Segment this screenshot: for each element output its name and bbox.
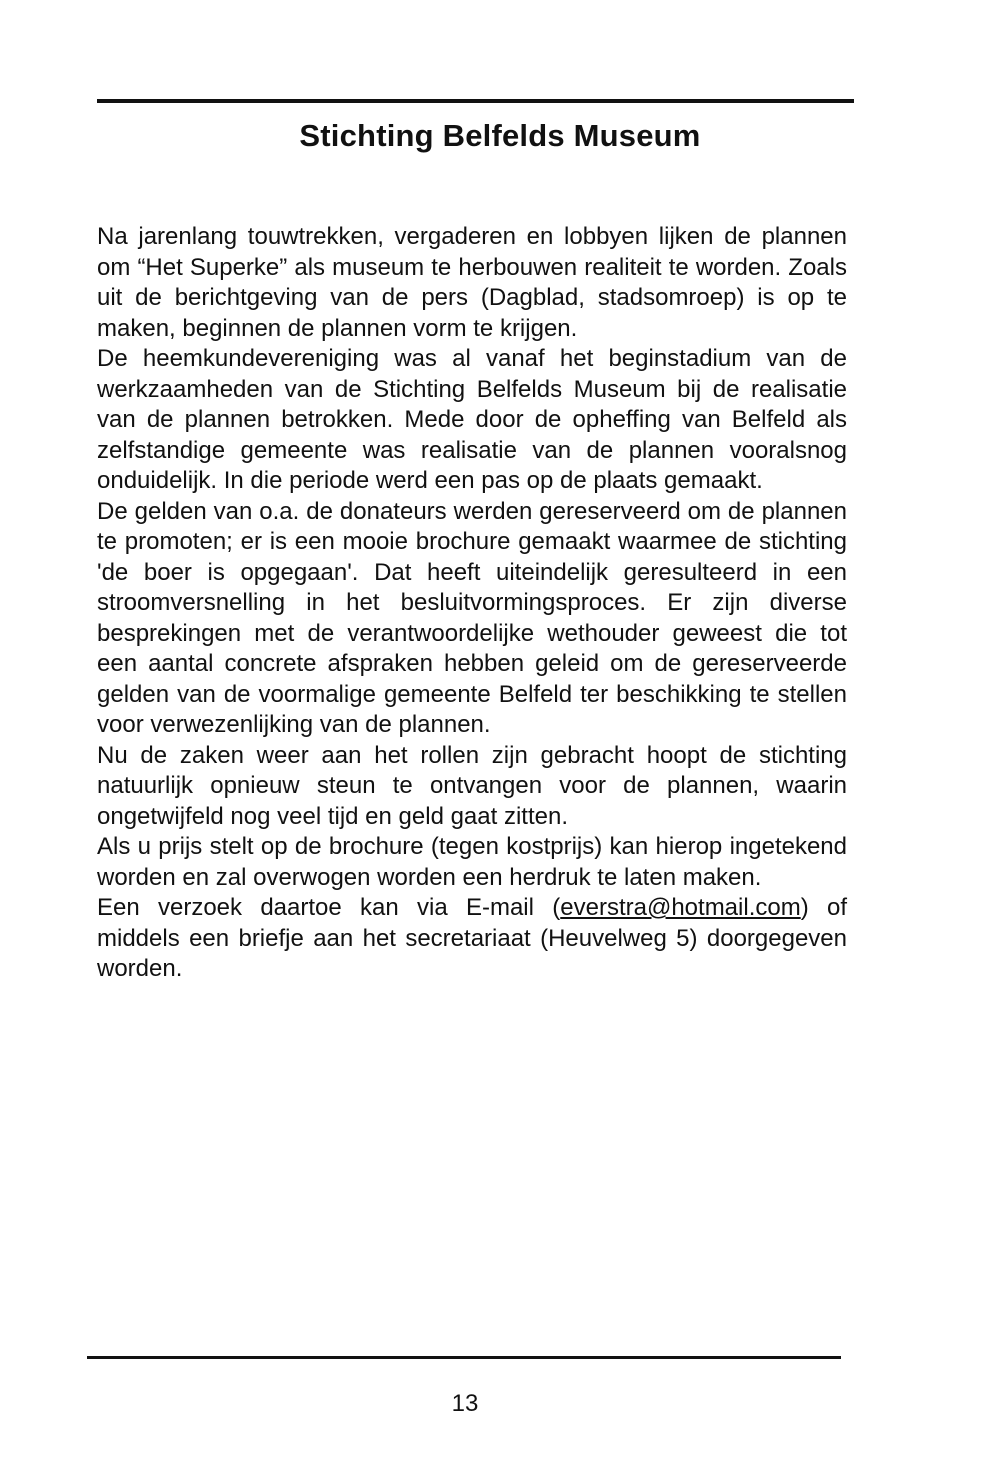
- page-title: Stichting Belfelds Museum: [299, 118, 701, 153]
- paragraph-5: Als u prijs stelt op de brochure (tegen kostprijs) kan hierop ingetekend worden en zal overwogen worden een herdruk te laten maken.: [97, 833, 847, 891]
- paragraph-6: [97, 893, 847, 985]
- paragraph-2: De heemkundevereniging was al vanaf het beginstadium van de werkzaamheden van de Stichting Belfelds Museum bij de realisatie van de plannen betrokken. Mede door de opheffing van Belfeld als zelfstandige gemeente was realisatie van de plannen vooralsnog onduidelijk. In die periode werd een pas op de plaats gemaakt.: [97, 345, 847, 494]
- paragraph-6-start: Een verzoek daartoe kan via E-mail (: [97, 894, 561, 921]
- page-number: 13: [451, 1390, 479, 1417]
- paragraph-6-end: ) of middels een briefje aan het secretariaat (Heuvelweg 5) doorgegeven worden.: [97, 894, 848, 982]
- bottom-rule: [87, 1356, 841, 1359]
- article-body: [97, 222, 847, 985]
- paragraph-1: Na jarenlang touwtrekken, vergaderen en lobbyen lijken de plannen om “Het Superke” als museum te herbouwen realiteit te worden. Zoals uit de berichtgeving van de pers (Dagblad, stadsomroep) is op te maken, beginnen de plannen vorm te krijgen.: [97, 223, 847, 342]
- top-rule: [97, 99, 854, 103]
- paragraph-3: De gelden van o.a. de donateurs werden gereserveerd om de plannen te promoten; er is een mooie brochure gemaakt waarmee de stichting 'de boer is opgegaan'. Dat heeft uiteindelijk geresulteerd in een stroomversnelling in het besluitvormingsproces. Er zijn diverse besprekingen met de verantwoordelijke wethouder geweest die tot een aantal concrete afspraken hebben geleid om de gereserveerde gelden van de voormalige gemeente Belfeld ter beschikking te stellen voor verwezenlijking van de plannen.: [97, 497, 847, 738]
- email-link[interactable]: everstra@hotmail.com: [560, 894, 801, 921]
- paragraph-4: Nu de zaken weer aan het rollen zijn gebracht hoopt de stichting natuurlijk opnieuw steun te ontvangen voor de plannen, waarin ongetwijfeld nog veel tijd en geld gaat zitten.: [97, 741, 847, 830]
